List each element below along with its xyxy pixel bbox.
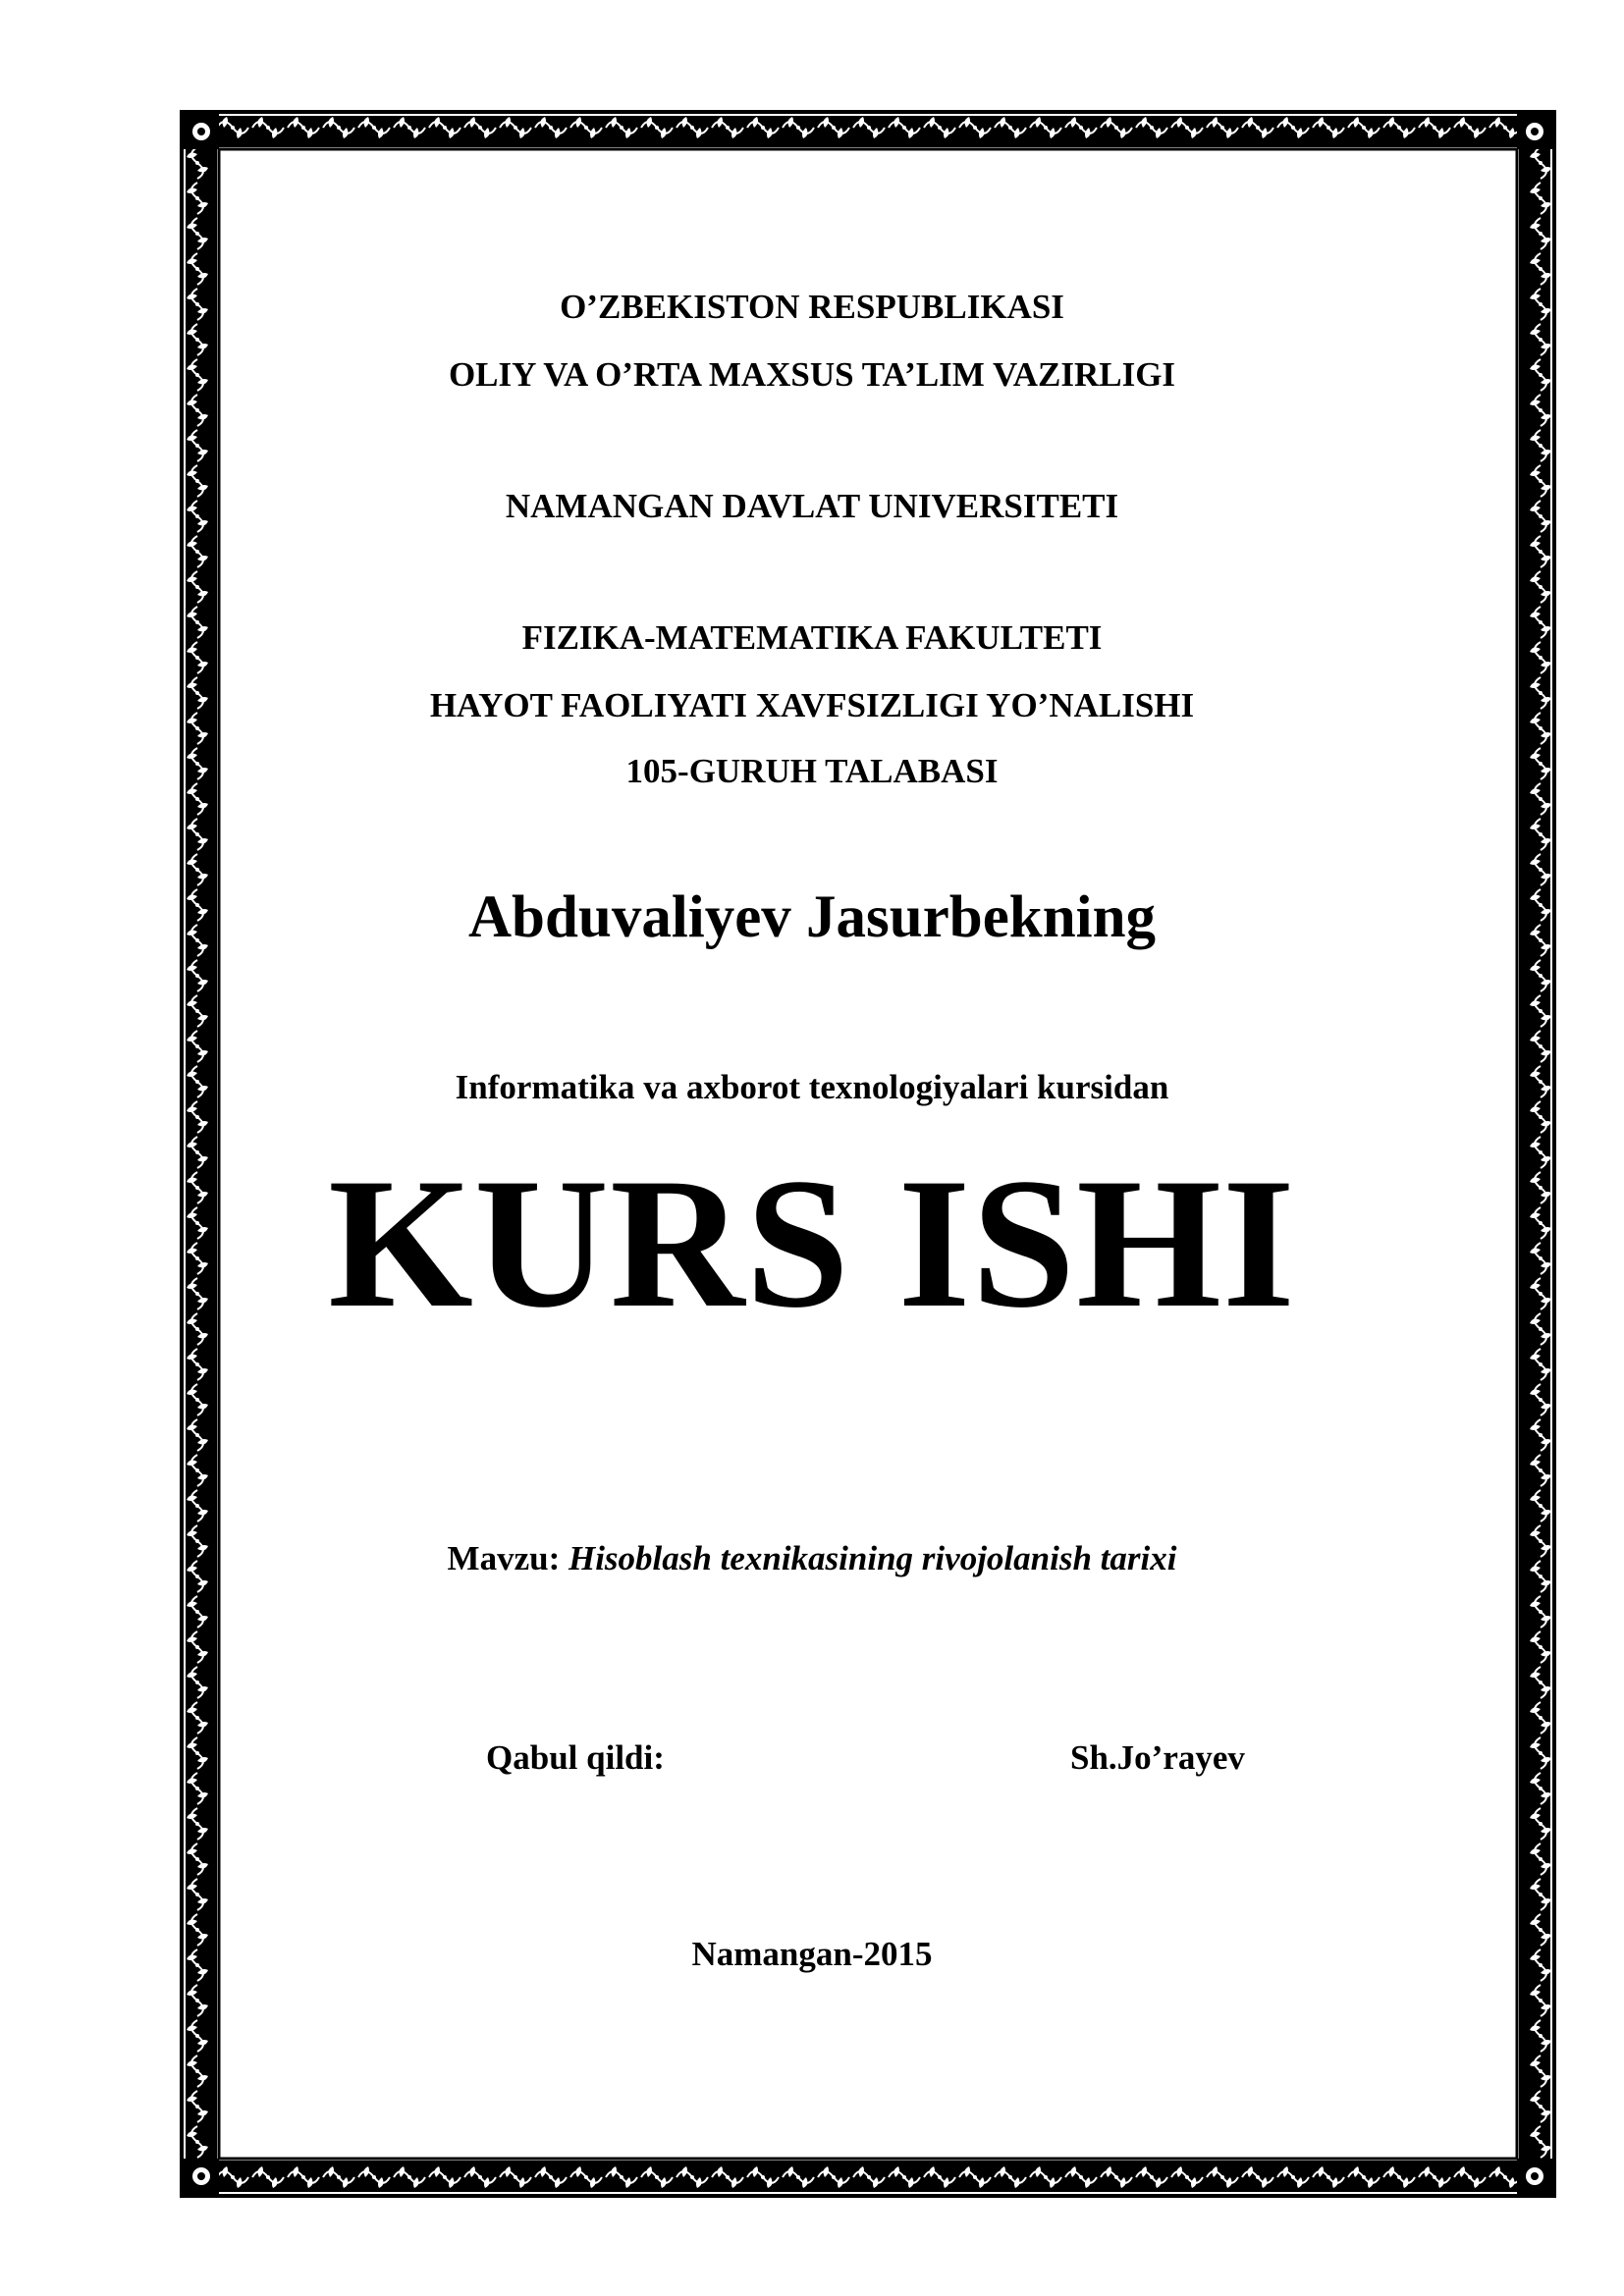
- direction-heading: HAYOT FAOLIYATI XAVFSIZLIGI YO’NALISHI: [429, 686, 1195, 724]
- group-heading: 105-GURUH TALABASI: [625, 752, 999, 790]
- document-title: KURS ISHI: [328, 1141, 1296, 1347]
- topic-value: Hisoblash texnikasining rivojolanish tarixi: [568, 1539, 1177, 1577]
- country-heading: O’ZBEKISTON RESPUBLIKASI: [560, 288, 1064, 326]
- course-line: Informatika va axborot texnologiyalari kursidan: [455, 1068, 1169, 1106]
- faculty-heading: FIZIKA-MATEMATIKA FAKULTETI: [521, 618, 1103, 657]
- place-year-footer: Namangan-2015: [691, 1935, 933, 1973]
- accepted-by-label: Qabul qildi:: [486, 1738, 665, 1777]
- accepted-by-name: Sh.Jo’rayev: [1070, 1738, 1245, 1777]
- university-heading: NAMANGAN DAVLAT UNIVERSITETI: [505, 487, 1119, 525]
- topic-line: [0, 1539, 1624, 1578]
- topic-label: Mavzu:: [447, 1539, 561, 1577]
- ministry-heading: OLIY VA O’RTA MAXSUS TA’LIM VAZIRLIGI: [448, 355, 1176, 394]
- student-name: Abduvaliyev Jasurbekning: [467, 884, 1156, 950]
